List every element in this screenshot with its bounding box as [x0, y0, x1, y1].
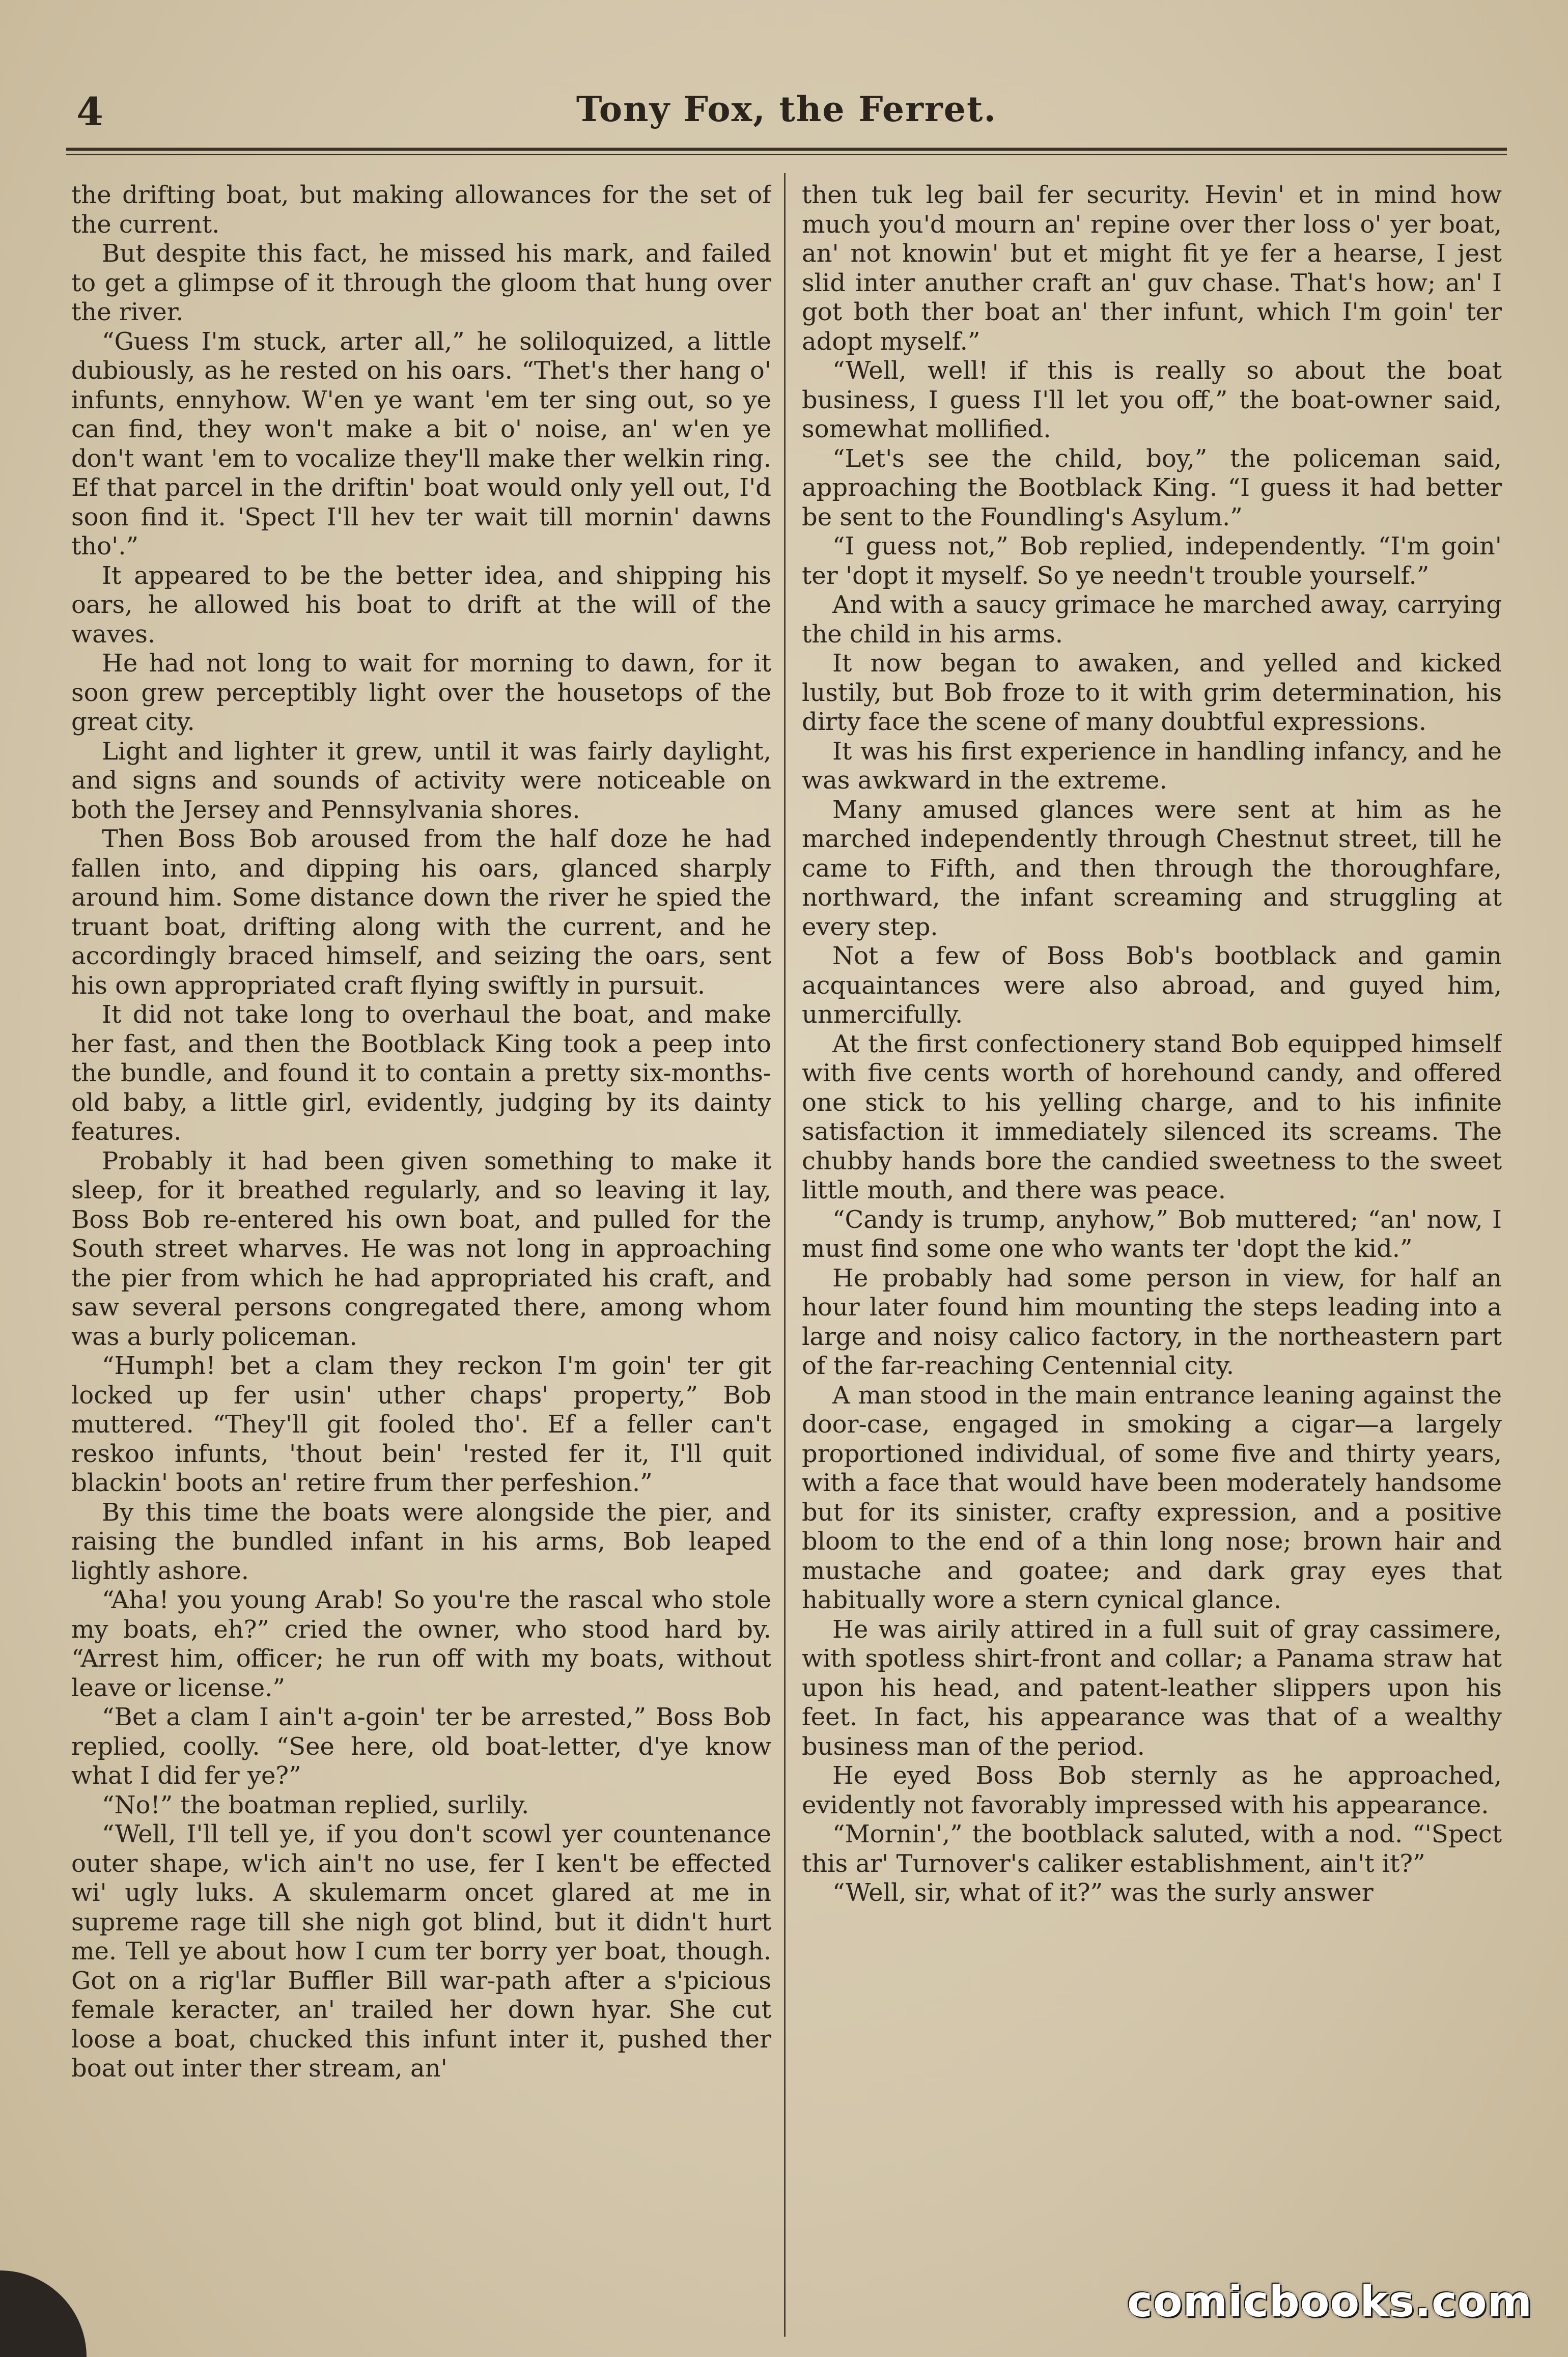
paragraph: It was his first experience in handling infancy, and he was awkward in the extreme. [802, 737, 1502, 795]
paragraph: A man stood in the main entrance leaning against the door-case, engaged in smoking a cigar—a largely proportioned individual, of some five and thirty years, with a face that would have been moderately handsome but for its sinister, crafty expression, and a positive bloom to the end of a thin long nose; brown hair and mustache and goatee; and dark gray eyes that habitually wore a stern cynical glance. [802, 1381, 1502, 1614]
paragraph: At the first confectionery stand Bob equipped himself with five cents worth of horehound candy, and offered one stick to his yelling charge, and to his infinite satisfaction it immediately silenced its screams. The chubby hands bore the candied sweetness to the sweet little mouth, and there was peace. [802, 1029, 1502, 1204]
paragraph: By this time the boats were alongside the pier, and raising the bundled infant in his arms, Bob leaped lightly ashore. [71, 1498, 771, 1585]
paragraph: “Candy is trump, anyhow,” Bob muttered; “an' now, I must find some one who wants ter 'dopt the kid.” [802, 1205, 1502, 1263]
left-column [71, 181, 771, 2319]
paragraph: Probably it had been given something to make it sleep, for it breathed regularly, and so leaving it lay, Boss Bob re-entered his own boat, and pulled for the South street wharves. He was not long in approaching the pier from which he had appropriated his craft, and saw several persons congregated there, among whom was a burly policeman. [71, 1146, 771, 1351]
page-header [66, 89, 1507, 135]
paragraph: “Aha! you young Arab! So you're the rascal who stole my boats, eh?” cried the owner, who stood hard by. “Arrest him, officer; he run off with my boats, without leave or license.” [71, 1586, 771, 1702]
paragraph: “Let's see the child, boy,” the policeman said, approaching the Bootblack King. “I guess it had better be sent to the Foundling's Asylum.” [802, 444, 1502, 531]
paragraph: He probably had some person in view, for half an hour later found him mounting the steps leading into a large and noisy calico factory, in the northeastern part of the far-reaching Centennial city. [802, 1264, 1502, 1380]
paragraph: It did not take long to overhaul the boat, and make her fast, and then the Bootblack King took a peep into the bundle, and found it to contain a pretty six-months-old baby, a little girl, evidently, judging by its dainty features. [71, 1000, 771, 1146]
paragraph: “Mornin',” the bootblack saluted, with a nod. “'Spect this ar' Turnover's caliker establishment, ain't it?” [802, 1820, 1502, 1878]
paragraph: “Guess I'm stuck, arter all,” he soliloquized, a little dubiously, as he rested on his oars. “Thet's ther hang o' infunts, ennyhow. W'en ye want 'em ter sing out, so ye can find, they won't make a bit o' noise, an' w'en ye don't want 'em to vocalize they'll make ther welkin ring. Ef that parcel in the driftin' boat would only yell out, I'd soon find it. 'Spect I'll hev ter wait till mornin' dawns tho'.” [71, 327, 771, 560]
paragraph: Many amused glances were sent at him as he marched independently through Chestnut street, till he came to Fifth, and then through the thoroughfare, northward, the infant screaming and struggling at every step. [802, 795, 1502, 941]
paragraph: And with a saucy grimace he marched away, carrying the child in his arms. [802, 591, 1502, 649]
paragraph: the drifting boat, but making allowances for the set of the current. [71, 181, 771, 239]
paragraph: “Well, I'll tell ye, if you don't scowl yer countenance outer shape, w'ich ain't no use, fer I ken't be effected wi' ugly luks. A skulemarm oncet glared at me in supreme rage till she nigh got blind, but it didn't hurt me. Tell ye about how I cum ter borry yer boat, though. Got on a rig'lar Buffler Bill war-path after a s'picious female keracter, an' trailed her down hyar. She cut loose a boat, chucked this infunt inter it, pushed ther boat out inter ther stream, an' [71, 1820, 771, 2083]
right-column [802, 181, 1502, 2319]
paragraph: It appeared to be the better idea, and shipping his oars, he allowed his boat to drift at the will of the waves. [71, 561, 771, 649]
header-rule-thin [66, 154, 1507, 155]
paragraph: Light and lighter it grew, until it was fairly daylight, and signs and sounds of activity were noticeable on both the Jersey and Pennsylvania shores. [71, 737, 771, 824]
paragraph: He had not long to wait for morning to dawn, for it soon grew perceptibly light over the housetops of the great city. [71, 649, 771, 736]
column-divider [784, 173, 786, 2337]
header-rule [66, 148, 1507, 151]
paragraph: then tuk leg bail fer security. Hevin' et in mind how much you'd mourn an' repine over ther loss o' yer boat, an' not knowin' but et might fit ye fer a hearse, I jest slid inter anuther craft an' guv chase. That's how; an' I got both ther boat an' ther infunt, which I'm goin' ter adopt myself.” [802, 181, 1502, 356]
paragraph: “Well, well! if this is really so about the boat business, I guess I'll let you off,” the boat-owner said, somewhat mollified. [802, 356, 1502, 443]
paragraph: “I guess not,” Bob replied, independently. “I'm goin' ter 'dopt it myself. So ye needn't trouble yourself.” [802, 532, 1502, 590]
paragraph: But despite this fact, he missed his mark, and failed to get a glimpse of it through the gloom that hung over the river. [71, 239, 771, 326]
paragraph: It now began to awaken, and yelled and kicked lustily, but Bob froze to it with grim determination, his dirty face the scene of many doubtful expressions. [802, 649, 1502, 736]
paragraph: He eyed Boss Bob sternly as he approached, evidently not favorably impressed with his appearance. [802, 1761, 1502, 1819]
paragraph: Not a few of Boss Bob's bootblack and gamin acquaintances were also abroad, and guyed him, unmercifully. [802, 942, 1502, 1029]
paragraph: “Humph! bet a clam they reckon I'm goin' ter git locked up fer usin' uther chaps' property,” Bob muttered. “They'll git fooled tho'. Ef a feller can't reskoo infunts, 'thout bein' 'rested fer it, I'll quit blackin' boots an' retire frum ther perfeshion.” [71, 1352, 771, 1497]
running-title: Tony Fox, the Ferret. [576, 89, 997, 130]
paragraph: “Well, sir, what of it?” was the surly answer [832, 1878, 1374, 1907]
paragraph: “Bet a clam I ain't a-goin' ter be arrested,” Boss Bob replied, coolly. “See here, old boat-letter, d'ye know what I did fer ye?” [71, 1703, 771, 1790]
page-number: 4 [76, 89, 103, 134]
paragraph: “No!” the boatman replied, surlily. [102, 1790, 529, 1819]
watermark: comicbooks.com [1127, 2277, 1532, 2326]
paragraph: Then Boss Bob aroused from the half doze he had fallen into, and dipping his oars, glanced sharply around him. Some distance down the river he spied the truant boat, drifting along with the current, and he accordingly braced himself, and seizing the oars, sent his own appropriated craft flying swiftly in pursuit. [71, 825, 771, 1000]
paragraph: He was airily attired in a full suit of gray cassimere, with spotless shirt-front and collar; a Panama straw hat upon his head, and patent-leather slippers upon his feet. In fact, his appearance was that of a wealthy business man of the period. [802, 1615, 1502, 1761]
